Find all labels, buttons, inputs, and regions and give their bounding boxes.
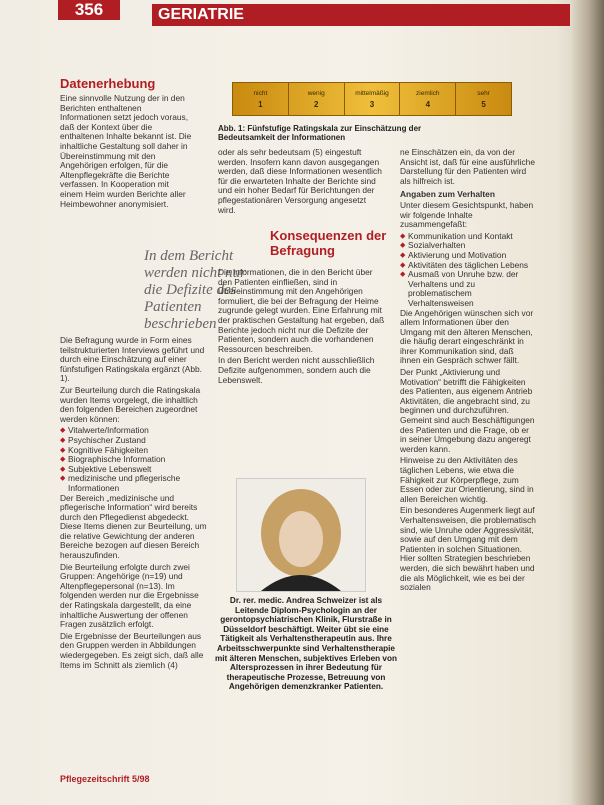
- paragraph: Eine sinnvolle Nutzung der in den Berichten enthaltenen Informationen setzt jedoch voraus, daß der Kontext über die enthaltenen Inhalte bekannt ist. Die inhaltliche Gestaltung soll daher in Übereinstimmung mit den Angehörigen erfolgen, für die Altenpflegekräfte die Berichte verfassen. In Kooperation mit einem Heim wurden Berichte aller Heimbewohner anonymisiert.: [60, 93, 192, 209]
- paragraph: Unter diesem Gesichtspunkt, haben wir folgende Inhalte zusammengefaßt:: [400, 199, 534, 230]
- photo-caption: Dr. rer. medic. Andrea Schweizer ist als Leitende Diplom-Psychologin an der gerontopsychiatrischen Klinik, Flurstraße in Düsseldorf beschäftigt. Weiter übt sie eine Tätigkeit als Verhaltenstherapeutin aus. Ihre Arbeitsschwerpunkte sind Verhaltenstherapie mit älteren Menschen, subjektives Erleben von Altersprozessen in ihrer Bedeutung für therapeutische Prozesse, Betreuung von Angehörigen demenzkranker Patienten.: [214, 596, 397, 692]
- scale-number: 3: [369, 99, 375, 109]
- paragraph: Die Informationen, die in den Bericht über den Patienten einfließen, sind in Übereinstimmung mit den Angehörigen formuliert, die bei der Befragung der Heime zugrunde gelegt wurden. Eine Erfahrung mit der praktischen Gestaltung hat ergeben, daß Berichte jedoch nicht nur die Defizite der Patienten, sondern auch die vorhandenen Ressourcen beschreiben.: [218, 267, 385, 354]
- scale-label: wenig: [307, 89, 325, 97]
- scale-number: 2: [313, 99, 319, 109]
- paragraph: In den Bericht werden nicht ausschließlich Defizite aufgenommen, sondern auch die Lebenswelt.: [218, 355, 375, 385]
- paragraph: Die Beurteilung erfolgte durch zwei Gruppen: Angehörige (n=19) und Altenpflegepersonal (n=13). Im folgenden werden nur die Ergebnisse der Ratingskala dargestellt, da eine inhaltliche Auswertung der offenen Fragen zusätzlich erfolgt.: [60, 561, 199, 630]
- list-item: ◆ Biographische Information: [60, 455, 210, 465]
- list-item: ◆ Aktivitäten des täglichen Lebens: [400, 261, 536, 271]
- paragraph: Der Punkt „Aktivierung und Motivation“ betrifft die Fähigkeiten des Patienten, aus eigenem Antrieb Aktivitäten, die angebracht sind, zu beginnen und durchzuführen. Gemeint sind auch Beschäftigungen des Patienten und die Frage, ob er in seiner Umgebung dazu angeregt werden kann.: [400, 367, 535, 454]
- scale-cell: [345, 83, 401, 115]
- rating-scale: [232, 82, 512, 116]
- page-spine-shadow: [570, 0, 604, 805]
- scale-cell: [233, 83, 289, 115]
- scale-cell: [289, 83, 345, 115]
- scale-label: nicht: [253, 89, 268, 97]
- portrait-illustration: [237, 479, 365, 591]
- paragraph: Die Befragung wurde in Form eines teilstrukturierten Interviews geführt und durch eine Einschätzung auf einer fünfstufigen Ratingskala ergänzt (Abb. 1).: [60, 335, 205, 384]
- left-column-top: [60, 94, 194, 211]
- bullet-list: [60, 426, 210, 493]
- list-item: ◆ Kommunikation und Kontakt: [400, 232, 536, 242]
- figure-caption: Abb. 1: Fünfstufige Ratingskala zur Einschätzung der Bedeutsamkeit der Informationen: [218, 124, 422, 143]
- list-item: ◆ Aktivierung und Motivation: [400, 251, 536, 261]
- paragraph: ne Einschätzen ein, da von der Ansicht ist, daß für eine ausführliche Darstellung für den Patienten wird als hilfreich ist.: [400, 147, 535, 186]
- scale-label: mittelmäßig: [355, 89, 389, 97]
- section-title: GERIATRIE: [152, 4, 570, 26]
- bullet-list: [400, 232, 536, 309]
- heading-konsequenzen: Konsequenzen der Befragung: [270, 228, 387, 258]
- middle-column-top: [218, 148, 386, 217]
- scale-cell: [400, 83, 456, 115]
- scale-number: 1: [258, 99, 263, 109]
- pull-quote: In dem Bericht werden nicht nur die Defizite des Patienten beschrieben: [144, 248, 246, 332]
- paragraph: Die Ergebnisse der Beurteilungen aus den Gruppen werden in Abbildungen wiedergegeben. Es zeigt sich, daß alle Items im Schnitt als ziemlich (4): [60, 630, 204, 670]
- paragraph: Hinweise zu den Aktivitäten des täglichen Lebens, wie etwa die Fähigkeit zur Körperpflege, zum Essen oder zur Orientierung, sind in allen Bereichen wichtig.: [400, 455, 534, 504]
- list-item: ◆ Subjektive Lebenswelt: [60, 465, 210, 475]
- left-column: [60, 336, 210, 672]
- paragraph: Die Angehörigen wünschen sich vor allem Informationen über den Umgang mit den älteren Menschen, die häufig derart eingeschränkt in ihrer Kommunikation sind, daß ihnen ein Gespräch schwer fällt.: [400, 307, 534, 366]
- scale-number: 5: [481, 99, 486, 109]
- author-photo: [236, 478, 366, 592]
- paragraph: Der Bereich „medizinische und pflegerische Information“ wird bereits durch den Pflegedienst abgedeckt. Diese Items dienen zur Beurteilung, um die relative Gewichtung der anderen Bereiche bezogen auf diesen Bereich herauszufinden.: [60, 492, 207, 561]
- middle-column: [218, 268, 386, 387]
- paragraph: Zur Beurteilung durch die Ratingskala wurden Items vorgelegt, die inhaltlich den folgenden Bereichen zugeordnet werden können:: [60, 384, 201, 424]
- subheading: Angaben zum Verhalten: [400, 189, 495, 200]
- heading-datenerhebung: Datenerhebung: [60, 76, 156, 91]
- list-item: ◆ Kognitive Fähigkeiten: [60, 446, 210, 456]
- list-item: ◆ Ausmaß von Unruhe bzw. der Verhaltens und zu problematischem Verhaltensweisen: [400, 270, 536, 308]
- list-item: ◆ Sozialverhalten: [400, 241, 536, 251]
- scale-label: sehr: [477, 89, 490, 97]
- list-item: ◆ medizinische und pflegerische Informationen: [60, 474, 210, 493]
- scale-cell: [456, 83, 511, 115]
- paragraph: oder als sehr bedeutsam (5) eingestuft werden. Insofern kann davon ausgegangen werden, daß diese Informationen wesentlich für die erwarteten Inhalte der Berichte sind und ein hoher Bedarf für Berichtungen der pflegestationären Versorgung angesetzt wird.: [218, 147, 382, 215]
- paragraph: Ein besonderes Augenmerk liegt auf Verhaltensweisen, die problematisch sind, wie Unruhe oder Aggressivität, sowie auf den Umgang mit dem Patienten in solchen Situationen. Hier sollten Strategien beschrieben werden, die sich bewährt haben und die als Möglichkeit, wie es bei der sozialen: [400, 505, 536, 593]
- scale-number: 4: [425, 99, 431, 109]
- footer-journal-issue: Pflegezeitschrift 5/98: [60, 774, 150, 784]
- page-number: 356: [58, 0, 120, 20]
- list-item: ◆ Vitalwerte/Information: [60, 426, 210, 436]
- scale-label: ziemlich: [416, 89, 440, 97]
- right-column: [400, 148, 536, 595]
- list-item: ◆ Psychischer Zustand: [60, 436, 210, 446]
